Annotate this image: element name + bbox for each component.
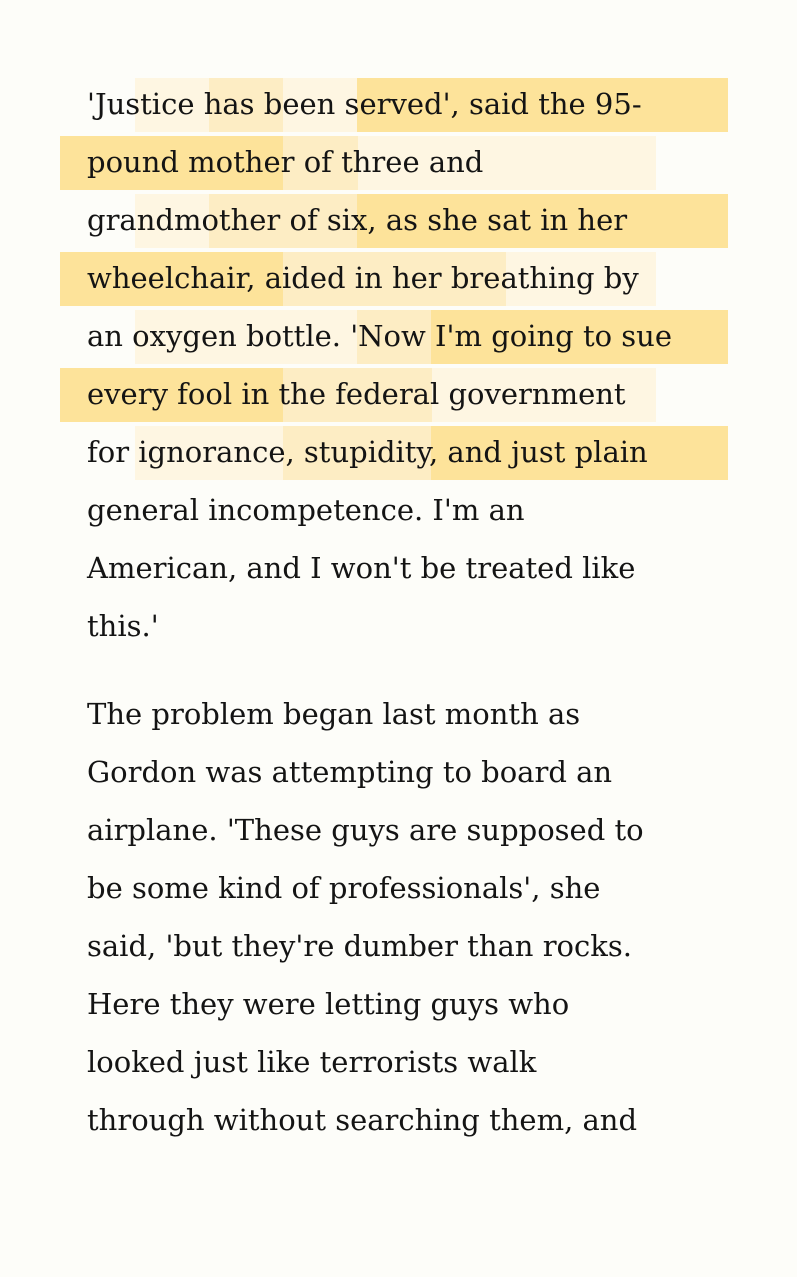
text-line: pound mother of three and (87, 145, 484, 179)
text-line: this.' (87, 609, 159, 643)
text-line: 'Justice has been served', said the 95- (87, 87, 642, 121)
text-line: said, 'but they're dumber than rocks. (87, 929, 632, 963)
text-line: an oxygen bottle. 'Now I'm going to sue (87, 319, 673, 353)
text-line: general incompetence. I'm an (87, 493, 525, 527)
text-line: through without searching them, and (87, 1103, 638, 1137)
text-line: be some kind of professionals', she (87, 871, 601, 905)
text-line: Here they were letting guys who (87, 987, 570, 1021)
paragraph-2 (87, 685, 767, 1149)
text-line: wheelchair, aided in her breathing by (87, 261, 639, 295)
text-line: for ignorance, stupidity, and just plain (87, 435, 648, 469)
text-line: looked just like terrorists walk (87, 1045, 537, 1079)
paragraph-gap (87, 655, 767, 685)
text-line: every fool in the federal government (87, 377, 626, 411)
text-line: The problem began last month as (87, 697, 581, 731)
text-line: airplane. 'These guys are supposed to (87, 813, 644, 847)
text-line: grandmother of six, as she sat in her (87, 203, 628, 237)
paragraph-1 (87, 75, 767, 655)
reader-text (87, 75, 767, 1149)
text-line: Gordon was attempting to board an (87, 755, 613, 789)
text-line: American, and I won't be treated like (87, 551, 636, 585)
